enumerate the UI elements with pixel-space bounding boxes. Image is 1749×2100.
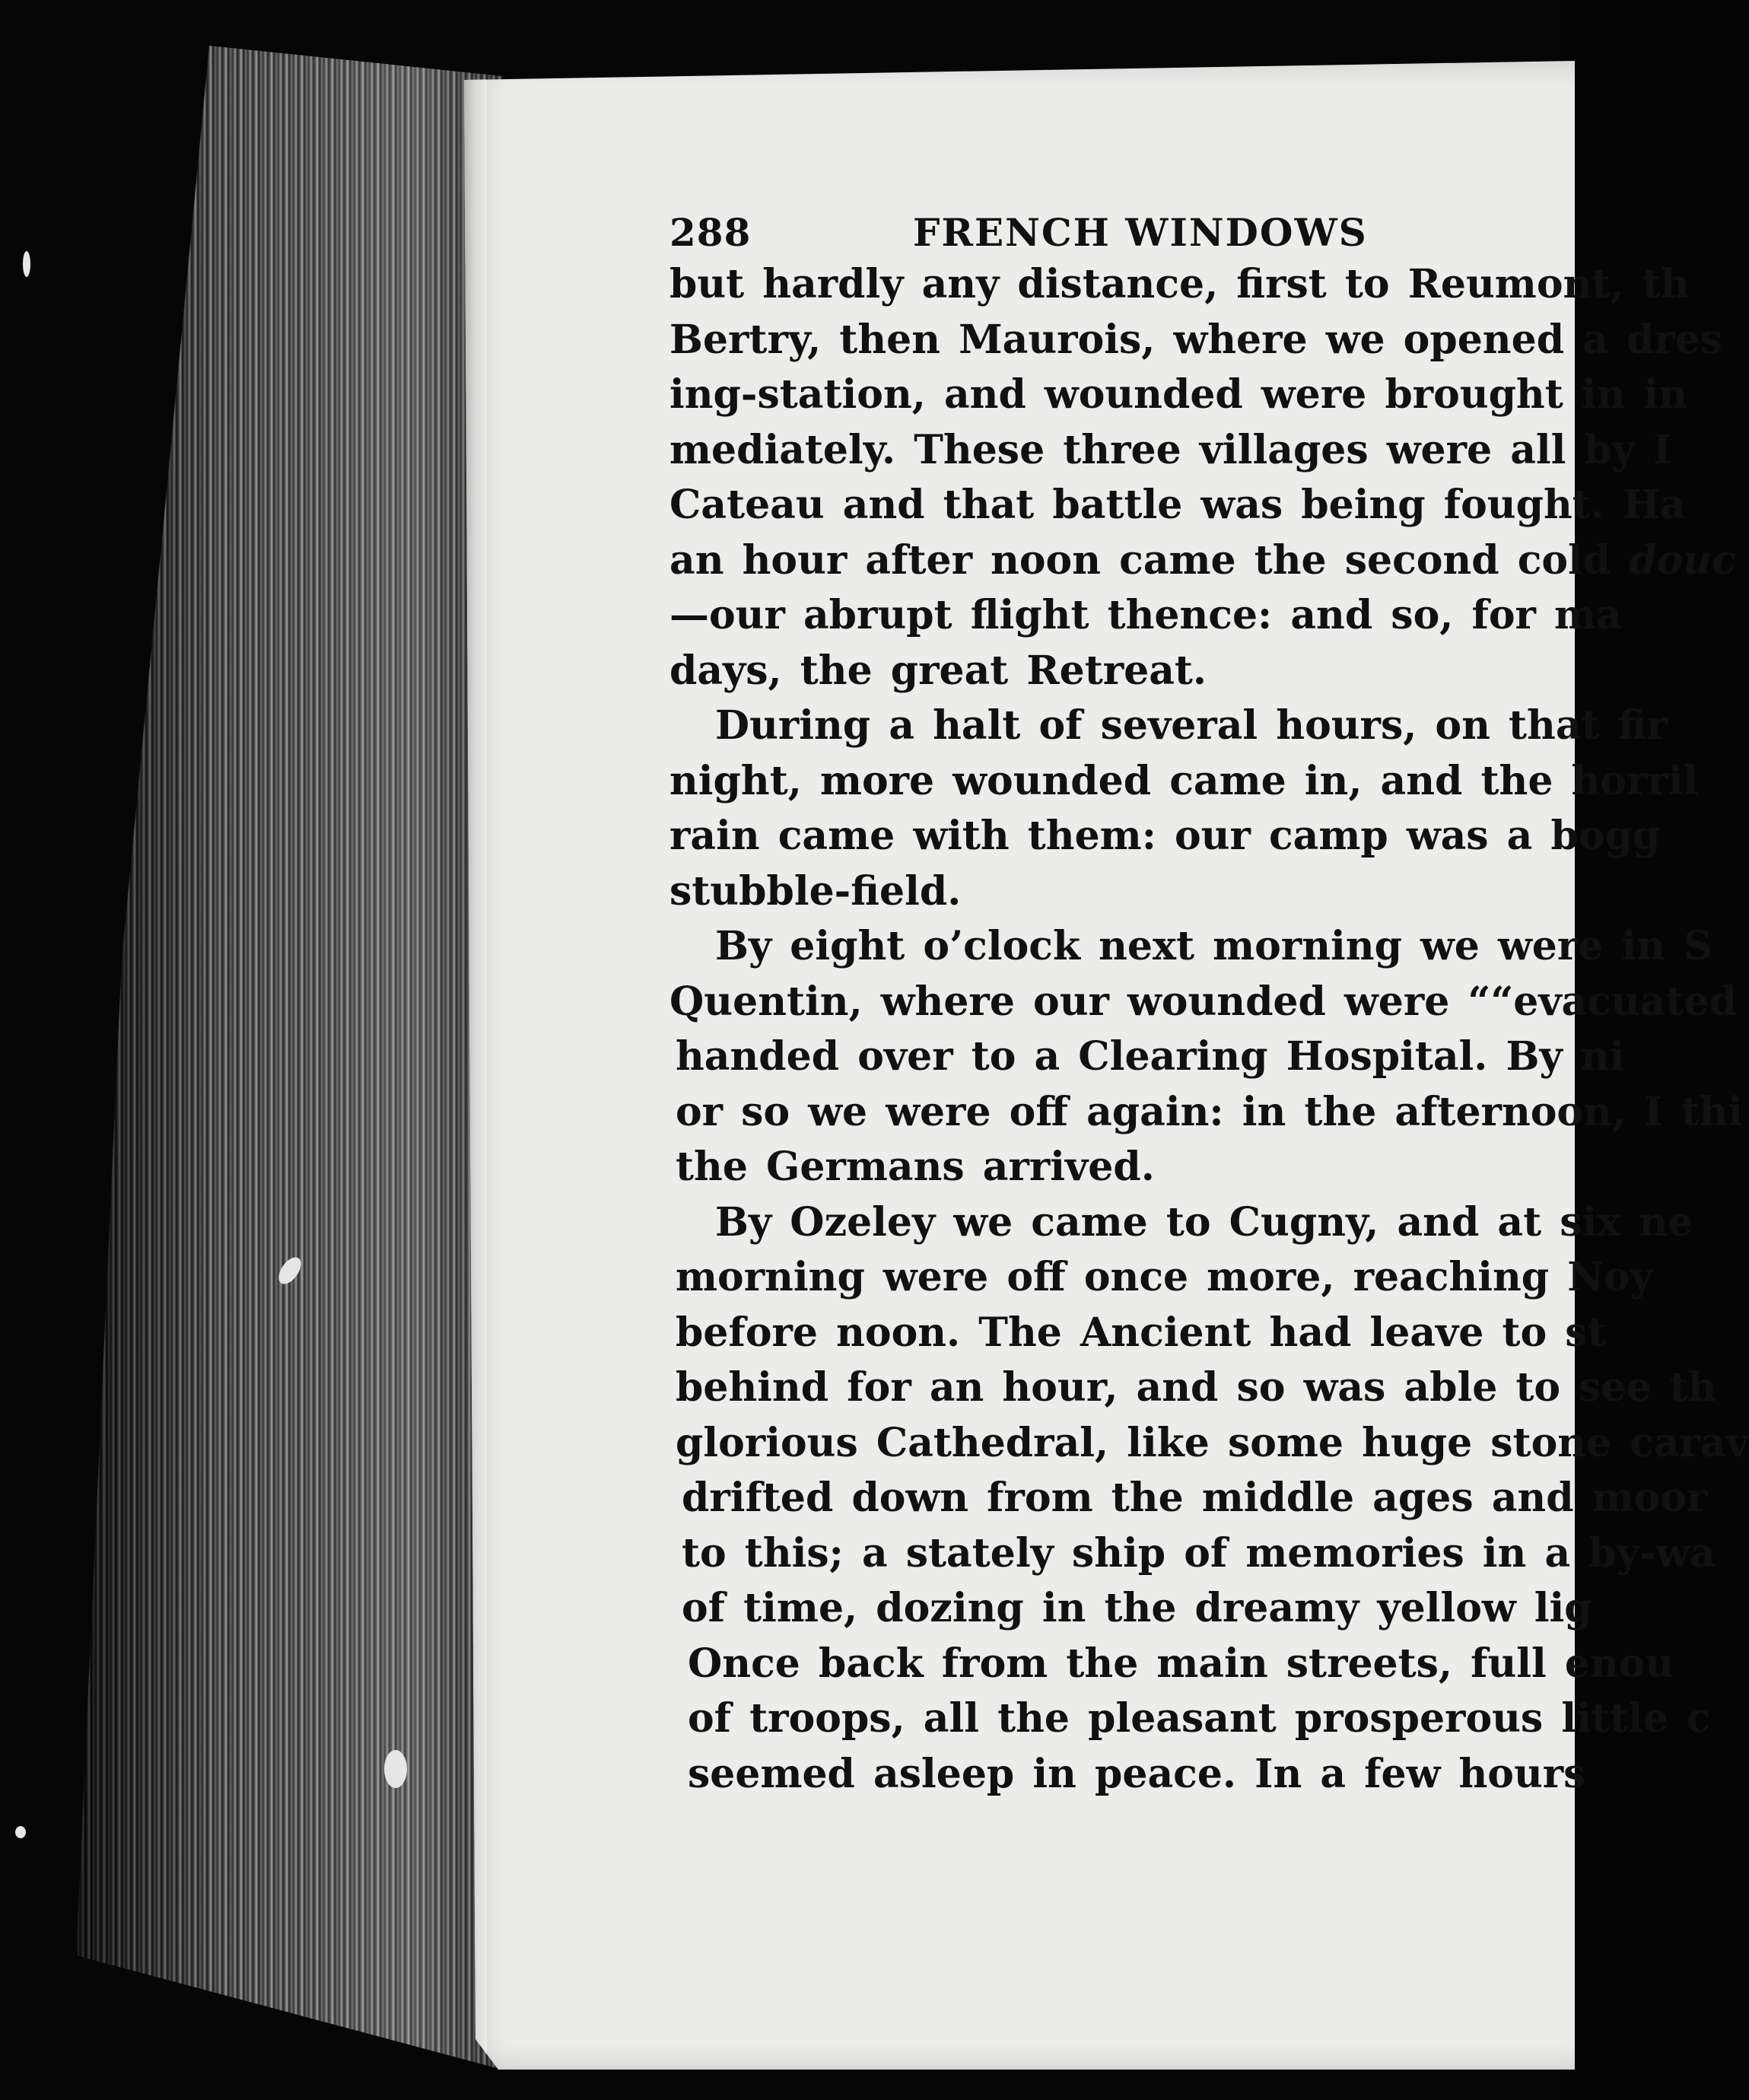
text-line: Quentin, where our wounded were ““evacuated — [669, 978, 1737, 1025]
text-line: to this; a stately ship of memories in a by-wa — [682, 1529, 1716, 1577]
text-line: During a halt of several hours, on that fir — [715, 702, 1668, 749]
text-line: but hardly any distance, first to Reumont, th — [669, 261, 1690, 307]
text-line: —our abrupt flight thence: and so, for ma — [669, 592, 1622, 638]
page-edges — [76, 46, 502, 2070]
text-line: the Germans arrived. — [676, 1144, 1155, 1190]
page-text — [669, 205, 1749, 1802]
text-line: days, the great Retreat. — [669, 647, 1207, 694]
text-line: By eight o’clock next morning we were in S — [715, 923, 1712, 969]
text-line: or so we were off again: in the afternoon, I thi — [676, 1088, 1744, 1135]
text-line: By Ozeley we came to Cugny, and at six ne — [715, 1198, 1693, 1246]
italic-word: douc — [1629, 536, 1736, 584]
text-line — [669, 533, 1735, 589]
text-span: an hour after noon came the second cold — [669, 536, 1630, 584]
dust-speck — [15, 1826, 26, 1838]
running-title: FRENCH WINDOWS — [913, 210, 1368, 255]
text-line: drifted down from the middle ages and moor — [682, 1475, 1708, 1521]
text-line: mediately. These three villages were all by I — [669, 426, 1672, 473]
text-line: rain came with them: our camp was a bogg — [669, 813, 1661, 859]
text-line: glorious Cathedral, like some huge stone carav — [676, 1419, 1749, 1466]
text-line: of time, dozing in the dreamy yellow lig — [682, 1585, 1592, 1631]
text-line: Cateau and that battle was being fought. Ha — [669, 482, 1686, 528]
text-line: Bertry, then Maurois, where we opened a dres — [669, 316, 1723, 363]
text-line: seemed asleep in peace. In a few hours — [688, 1750, 1586, 1797]
dust-speck — [23, 251, 30, 277]
text-line: morning were off once more, reaching Noy — [676, 1254, 1653, 1300]
text-line: stubble-field. — [669, 867, 962, 915]
text-line: before noon. The Ancient had leave to st — [676, 1309, 1606, 1356]
page-number: 288 — [669, 210, 752, 255]
text-line: of troops, all the pleasant prosperous little c — [688, 1695, 1711, 1742]
running-head — [669, 205, 1735, 255]
text-line: night, more wounded came in, and the horril — [669, 757, 1699, 804]
text-line: behind for an hour, and so was able to see th — [676, 1364, 1717, 1411]
text-line: Once back from the main streets, full enou — [688, 1640, 1674, 1687]
text-line: handed over to a Clearing Hospital. By ni — [676, 1033, 1625, 1080]
dust-speck — [384, 1750, 407, 1788]
text-line: ing-station, and wounded were brought in in — [669, 371, 1688, 418]
